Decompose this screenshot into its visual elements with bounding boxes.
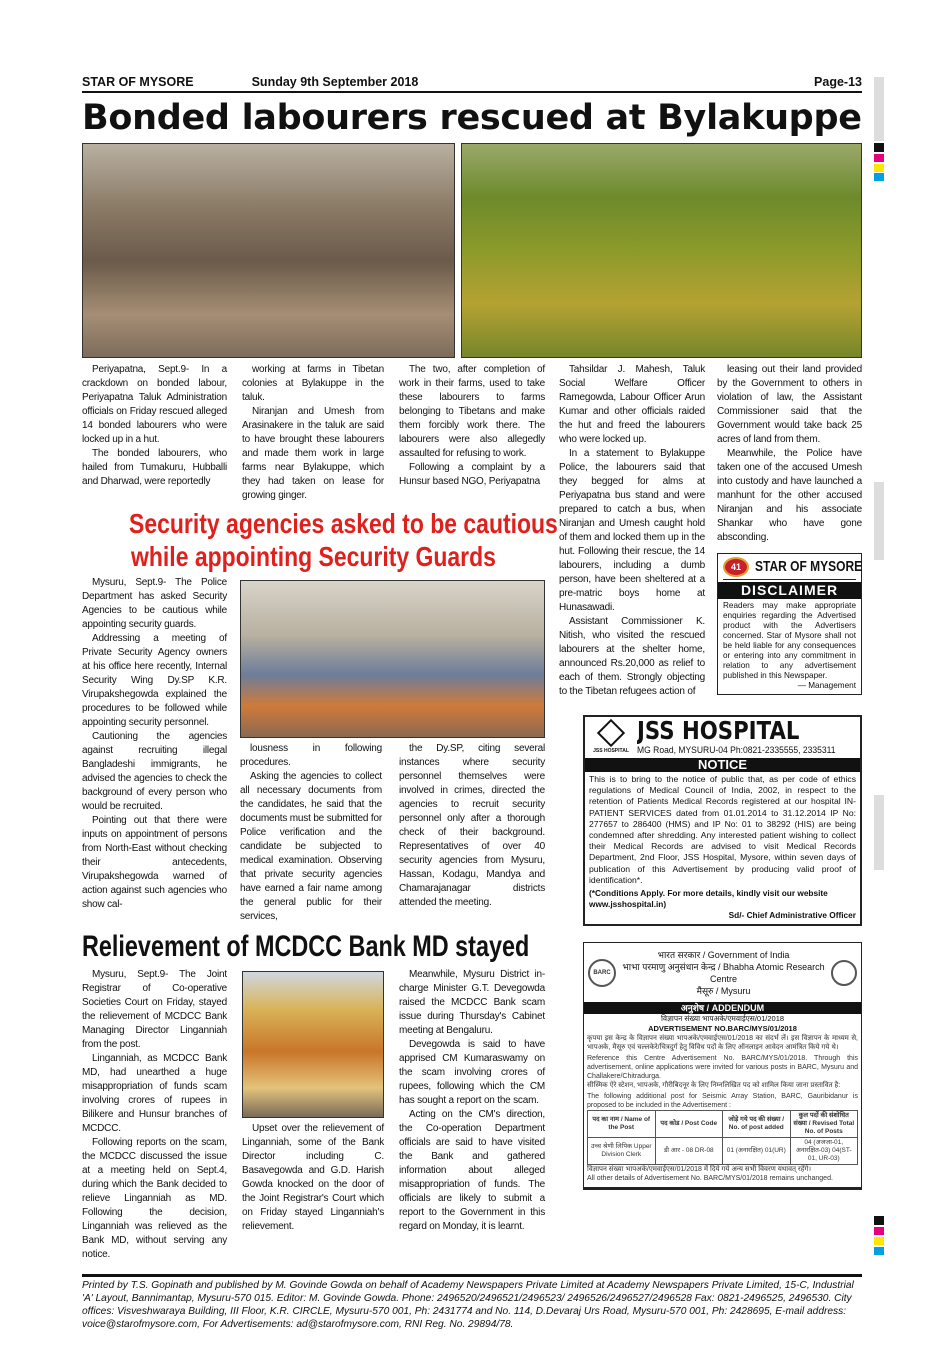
paragraph: Meanwhile, the Police have taken one of the accused Umesh into custody and have launched a manhunt for the other accused Niranjan and his associate Shankar who have gone absconding. — [717, 448, 862, 543]
registration-cyan — [874, 173, 884, 181]
registration-bar — [874, 77, 884, 141]
lead-headline: Bonded labourers rescued at Bylakuppe — [82, 98, 862, 138]
jss-address: MG Road, MYSURU-04 Ph:0821-2335555, 2335311 — [637, 745, 836, 756]
registration-magenta — [874, 154, 884, 162]
paragraph: The two, after completion of work in their farms, used to take these labourers to farms belonging to Tibetans and make them forcibly work there. The labourers were also allegedly assaulted for refusing to work. — [399, 364, 545, 459]
paragraph: Assistant Commissioner K. Nitish, who visited the rescued labourers at the shelter home, announced Rs.20,000 as relief to each of them. Strongly objecting to the Tibetan refugees action of — [559, 616, 705, 697]
barc-line1: भारत सरकार / Government of India — [657, 950, 790, 961]
jss-conditions: (*Conditions Apply. For more details, kindly visit our website www.jsshospital.in) — [589, 888, 828, 910]
mcdcc-col-2 — [242, 1122, 384, 1234]
jss-hospital-ad — [583, 715, 862, 926]
paragraph: Addressing a meeting of Private Security Agency owners at his office here recently, Internal Security Wing Dy.SP K.R. Virupakshegowda explained the procedures to be followed while appointing security personnel. — [82, 633, 227, 728]
barc-th: पद का नाम / Name of the Post — [588, 1111, 656, 1138]
jss-notice-banner: NOTICE — [585, 758, 860, 772]
barc-para-en1: Reference this Centre Advertisement No. BARC/MYS/01/2018. Through this advertisement, online applications were invited for various posts in BARC, Mysuru and Challakere/Chitradurga. — [587, 1055, 858, 1081]
paragraph: leasing out their land provided by the Government to others in violation of law, the Assistant Commissioner said that the Government would take back 25 acres of land from them. — [717, 364, 862, 445]
paragraph: lousness in following procedures. — [240, 743, 382, 768]
paragraph: Cautioning the agencies against recruiting illegal Bangladeshi immigrants, he advised the agencies to check the background of every person who would be recruited. — [82, 731, 227, 812]
jss-diamond-icon — [597, 719, 625, 747]
disclaimer-title: DISCLAIMER — [718, 582, 861, 599]
masthead-paper: STAR OF MYSORE — [82, 75, 194, 89]
jss-footer — [585, 886, 860, 924]
paragraph: Niranjan and Umesh from Arasinakere in the taluk are said to have brought these labourers and made them work in large farms near Bylakuppe, which they had taken on lease for growing ginger. — [242, 406, 384, 501]
masthead — [82, 75, 862, 93]
barc-foot-hi: विज्ञापन संख्या भापअके/एमवाईएस/01/2018 में दिये गये अन्य सभी विवरण यथावत् रहेंगे। — [587, 1166, 812, 1174]
disclaimer-signoff: — Management — [797, 681, 856, 690]
paragraph: Following a complaint by a Hunsur based NGO, Periyapatna — [399, 462, 545, 487]
barc-foot-en: All other details of Advertisement No. BARC/MYS/01/2018 remains unchanged. — [587, 1175, 833, 1183]
disclaimer-text: Readers may make appropriate enquiries regarding the Advertised product with the Advertisers concerned. Star of Mysore shall not be held liable for any consequences or entering into any commitment in relation to any advertisement published in this Newspaper. — [723, 601, 856, 680]
masthead-page: Page-13 — [814, 75, 862, 89]
registration-black — [874, 1216, 884, 1225]
paragraph: Periyapatna, Sept.9- In a crackdown on bonded labour, Periyapatna Taluk Administration officials on Friday rescued alleged 14 bonded labourers who were locked up in a hut. — [82, 364, 227, 445]
barc-banner: अनुशेष / ADDENDUM — [584, 1002, 861, 1014]
paragraph: Mysuru, Sept.9- The Joint Registrar of Co-operative Societies Court on Friday, stayed the relievement of MCDCC Bank Managing Director Linganniah from the post. — [82, 969, 227, 1050]
paragraph: The bonded labourers, who hailed from Tumakuru, Hubballi and Dharwad, were reportedly — [82, 448, 227, 487]
mcdcc-col-1 — [82, 968, 227, 1262]
barc-addendum-ad — [583, 942, 862, 1190]
registration-black — [874, 143, 884, 152]
barc-th: पद कोड / Post Code — [655, 1111, 723, 1138]
barc-td: 04 (अजजा-01, अनारक्षित-03) 04(ST-01, UR-03) — [790, 1138, 858, 1165]
security-headline-line1: Security agencies asked to be cautious — [129, 508, 558, 539]
registration-bar — [874, 482, 884, 560]
mcdcc-col-3 — [399, 968, 545, 1234]
barc-para-hi2: सीस्मिक ऐरे स्टेशन, भापअके, गौरीबिदनूर के लिए निम्नलिखित पद को शामिल किया जाना प्रस्तावित है: — [587, 1082, 841, 1090]
imprint-footer: Printed by T.S. Gopinath and published by M. Govinde Gowda on behalf of Academy Newspapers Private Limited at Academy Newspapers Private Limited, 15-C, Industrial 'A' Layout, Bannimantap, Mysuru-570 015. Editor: M. Govinde Gowda. Phone: 2496520/2496521/2496523/ 2496526/2496527/2496528 Fax: 0821-2496525, 2496530. City offices: Visveshwaraya Building, III Floor, K.R. CIRCLE, Mysuru-570 001, Ph: 2431774 and No. 114, D.Devaraj Urs Road, Mysuru-570 001, Ph: 2428695, E-mail address: voice@starofmysore.com, For Advertisements: ad@starofmysore.com, RNI Reg. No. 29894/78. — [82, 1274, 862, 1331]
barc-logo-icon: BARC — [588, 959, 616, 987]
paragraph: Mysuru, Sept.9- The Police Department has asked Security Agencies to be cautious while appointing security guards. — [82, 577, 227, 630]
lead-col-5 — [717, 363, 862, 545]
security-col-3 — [399, 742, 545, 910]
barc-adv-en: ADVERTISEMENT NO.BARC/MYS/01/2018 — [648, 1024, 797, 1034]
paragraph: Asking the agencies to collect all necessary documents from the candidates, he said that the documents must be submitted for Police verification and the candidate be subjected to medical examination. Observing that private security agencies have earned a fair name among the general public for their services, — [240, 771, 382, 922]
barc-table — [587, 1110, 858, 1165]
photo-security-meeting — [240, 580, 545, 738]
paragraph: Following reports on the scam, the MCDCC discussed the issue at a meeting held on Sept.4, during which the Bank decided to relieve Linganniah as MD. Following the decision, Linganniah was relieved as the Bank MD, without serving any notice. — [82, 1137, 227, 1260]
security-col-2 — [240, 742, 382, 924]
security-col-1 — [82, 576, 227, 912]
star-of-mysore-logo-icon: 41 — [723, 557, 749, 577]
masthead-date: Sunday 9th September 2018 — [251, 75, 419, 89]
jss-logo — [585, 717, 637, 754]
paragraph: working at farms in Tibetan colonies at Bylakuppe in the taluk. — [242, 364, 384, 403]
paragraph: In a statement to Bylakuppe Police, the labourers said that they begged for alms at Periyapatna bus stand and were prepared to catch a bus, when Niranjan and Umesh caught hold of them and locked them up in the hut. Following their rescue, the 14 labourers, including a dumb person, have been sheltered at a pre-matric boys home at Hunasawadi. — [559, 448, 705, 613]
barc-line2: भाभा परमाणु अनुसंधान केन्द्र / Bhabha Atomic Research Centre — [622, 962, 825, 985]
paragraph: the Dy.SP, citing several instances where security personnel themselves were involved in crimes, directed the agencies to recruit security personnel only after a thorough check of their background. Representatives of over 40 security agencies from Mysuru, Hassan, Kodagu, Mandya and Chamarajanagar districts attended the meeting. — [399, 743, 545, 908]
jss-body: This is to bring to the notice of public that, as per code of ethics regulations of Medical Council of India, 2002, in respect to the retention of Patients Medical Records registered at our hospital IN-PATIENT SERVICES dated from 01.01.2014 to 31.12.2014 IP No: 277657 to 286400 (HMS) and IP No: 01 to 38292 (HIS) are being condemned after shredding. Any interested patient wishing to collect their Medical Records are advised to visit Medical Records Department, 2nd Floor, JSS Hospital, Mysore, within seven days of publication of this Advertisement by producing valid proof of identification*. — [589, 774, 856, 885]
photo-ginger-field — [461, 143, 862, 358]
mcdcc-headline: Relievement of MCDCC Bank MD stayed — [82, 930, 530, 963]
disclaimer-brand: STAR OF MYSORE — [755, 558, 863, 575]
emblem-icon — [831, 960, 857, 986]
registration-magenta — [874, 1227, 884, 1235]
jss-signature: Sd/- Chief Administrative Officer — [728, 910, 856, 921]
paragraph: Devegowda is said to have apprised CM Kumaraswamy on the scam involving crores of rupees, following which the CM has sought a report on the scam. — [399, 1039, 545, 1106]
photo-mcdcc-bank — [242, 971, 384, 1118]
paragraph: Meanwhile, Mysuru District in-charge Minister G.T. Devegowda raised the MCDCC Bank scam issue during Thursday's Cabinet meeting at Bengaluru. — [399, 969, 545, 1036]
barc-td: डी आर - 08 DR-08 — [655, 1138, 723, 1165]
barc-td: उच्च श्रेणी लिपिक Upper Division Clerk — [588, 1138, 656, 1165]
security-headline-line2: while appointing Security Guards — [131, 541, 496, 572]
barc-para-en2: The following additional post for Seismic Array Station, BARC, Gauribidanur is proposed to be included in the Advertisement : — [587, 1093, 858, 1110]
lead-col-3 — [399, 363, 545, 489]
photo-rescued-labourers — [82, 143, 455, 358]
jss-logo-text: JSS HOSPITAL — [593, 748, 629, 754]
registration-yellow — [874, 1237, 884, 1245]
paragraph: Pointing out that there were inputs on appointment of persons from North-East without checking their antecedents, Virupakshegowda warned of action against such agencies who show cal- — [82, 815, 227, 910]
barc-th: जोड़े गये पद की संख्या / No. of post added — [723, 1111, 791, 1138]
registration-yellow — [874, 164, 884, 172]
paragraph: Acting on the CM's direction, the Co-operation Department officials are said to have visited the Bank and gathered information about alleged misappropriation of funds. The officials are likely to submit a report to the Government in this regard on Monday, it is learnt. — [399, 1109, 545, 1232]
paragraph: Linganniah, as MCDCC Bank MD, had unearthed a huge misappropriation of funds scam involving crores of rupees in Bilikere and Hunsur branches of MCDCC. — [82, 1053, 227, 1134]
security-headline — [82, 507, 558, 573]
disclaimer-box — [717, 553, 862, 695]
registration-cyan — [874, 1247, 884, 1255]
barc-td: 01 (अनारक्षित) 01(UR) — [723, 1138, 791, 1165]
paragraph: Tahsildar J. Mahesh, Taluk Social Welfare Officer Ramegowda, Labour Officer Arun Kumar and other officials raided the hut and freed the labourers who were locked up. — [559, 364, 705, 445]
barc-line3: मैसूरु / Mysuru — [696, 986, 751, 997]
lead-col-1 — [82, 363, 227, 489]
barc-th: कुल पदों की संशोधित संख्या / Revised Total No. of Posts — [790, 1111, 858, 1138]
barc-adv-hi: विज्ञापन संख्या भापअके/एमवाईएस/01/2018 — [660, 1014, 785, 1024]
paragraph: Upset over the relievement of Linganniah, some of the Bank Director including C. Basavegowda and G.D. Harish Gowda knocked on the door of the Joint Registrar's Court which on Friday stayed Linganniah's relievement. — [242, 1123, 384, 1232]
lead-col-2 — [242, 363, 384, 503]
jss-title: JSS HOSPITAL — [637, 717, 800, 745]
lead-col-4 — [559, 363, 705, 699]
registration-bar — [874, 795, 884, 870]
barc-para-hi1: कृपया इस केन्द्र के विज्ञापन संख्या भापअके/एमवाईएस/01/2018 का संदर्भ लें। इस विज्ञापन के माध्यम से, भापअके, मैसूरु एवं चल्लकेरे/चित्रदुर्ग हेतु विविध पदों के लिए ऑनलाइन आवेदन आमंत्रित किये गये थे। — [587, 1035, 858, 1052]
